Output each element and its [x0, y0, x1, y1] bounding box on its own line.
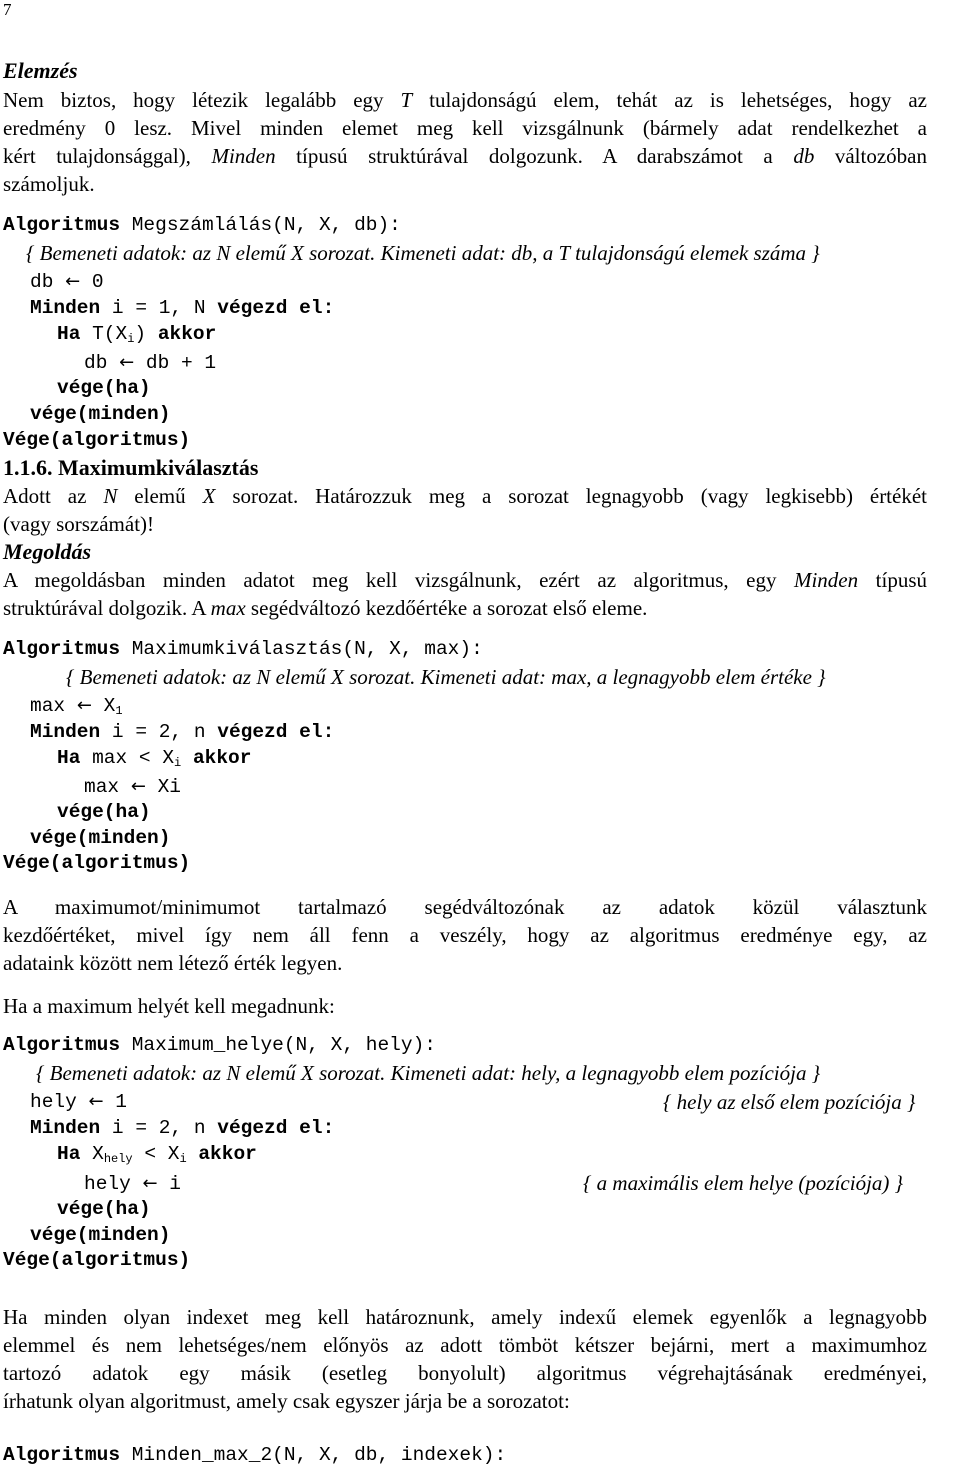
heading-maximumkivalasztas: 1.1.6. Maximumkiválasztás [3, 455, 259, 480]
paragraph-maximumot: A maximumot/minimumot tartalmazó segédváltozónak az adatok közül választunk kezdőértéket, mivel így nem áll fenn a veszély, hogy az algoritmus eredménye egy, az adataink között nem létező érték legyen. [3, 895, 927, 975]
algo-comment: { Bemeneti adatok: az N elemű X sorozat. Kimeneti adat: hely, a legnagyobb elem pozíciója } [36, 1061, 821, 1085]
paragraph-minden-index: Ha minden olyan indexet meg kell határoznunk, amely indexű elemek egyenlők a legnagyobb elemmel és nem lehetséges/nem előnyös az adott tömböt kétszer bejárni, mert a maximumhoz tartozó adatok egy másik (esetleg bonyolult) algoritmus végrehajtásának eredményei, írhatunk olyan algoritmust, amely csak egyszer járja be a sorozatot: [3, 1305, 927, 1413]
heading-megoldas: Megoldás [3, 539, 91, 564]
paragraph-hely: Ha a maximum helyét kell megadnunk: [3, 994, 335, 1018]
line-comment: { a maximális elem helye (pozíciója) } [583, 1171, 904, 1195]
algo-comment: { Bemeneti adatok: az N elemű X sorozat. Kimeneti adat: max, a legnagyobb elem értéke } [66, 665, 826, 689]
paragraph-elemzes: Nem biztos, hogy létezik legalább egy T tulajdonságú elem, tehát az is lehetséges, hogy az eredmény 0 lesz. Mivel minden elemet meg kell vizsgálnunk (bármely adat rendelkezhet a kért tulajdonsággal), Minden típusú struktúrával dolgozunk. A darabszámot a db változóban számoljuk. [3, 88, 927, 196]
line-comment: { hely az első elem pozíciója } [663, 1090, 916, 1114]
paragraph-adott: Adott az N elemű X sorozat. Határozzuk meg a sorozat legnagyobb (vagy legkisebb) értékét (vagy sorszámát)! [3, 484, 927, 536]
heading-elemzes: Elemzés [3, 58, 78, 83]
algo-comment: { Bemeneti adatok: az N elemű X sorozat. Kimeneti adat: db, a T tulajdonságú elemek száma } [26, 241, 820, 265]
page-number: 7 [3, 0, 12, 19]
paragraph-megoldas: A megoldásban minden adatot meg kell vizsgálnunk, ezért az algoritmus, egy Minden típusú struktúrával dolgozik. A max segédváltozó kezdőértéke a sorozat első eleme. [3, 568, 927, 620]
